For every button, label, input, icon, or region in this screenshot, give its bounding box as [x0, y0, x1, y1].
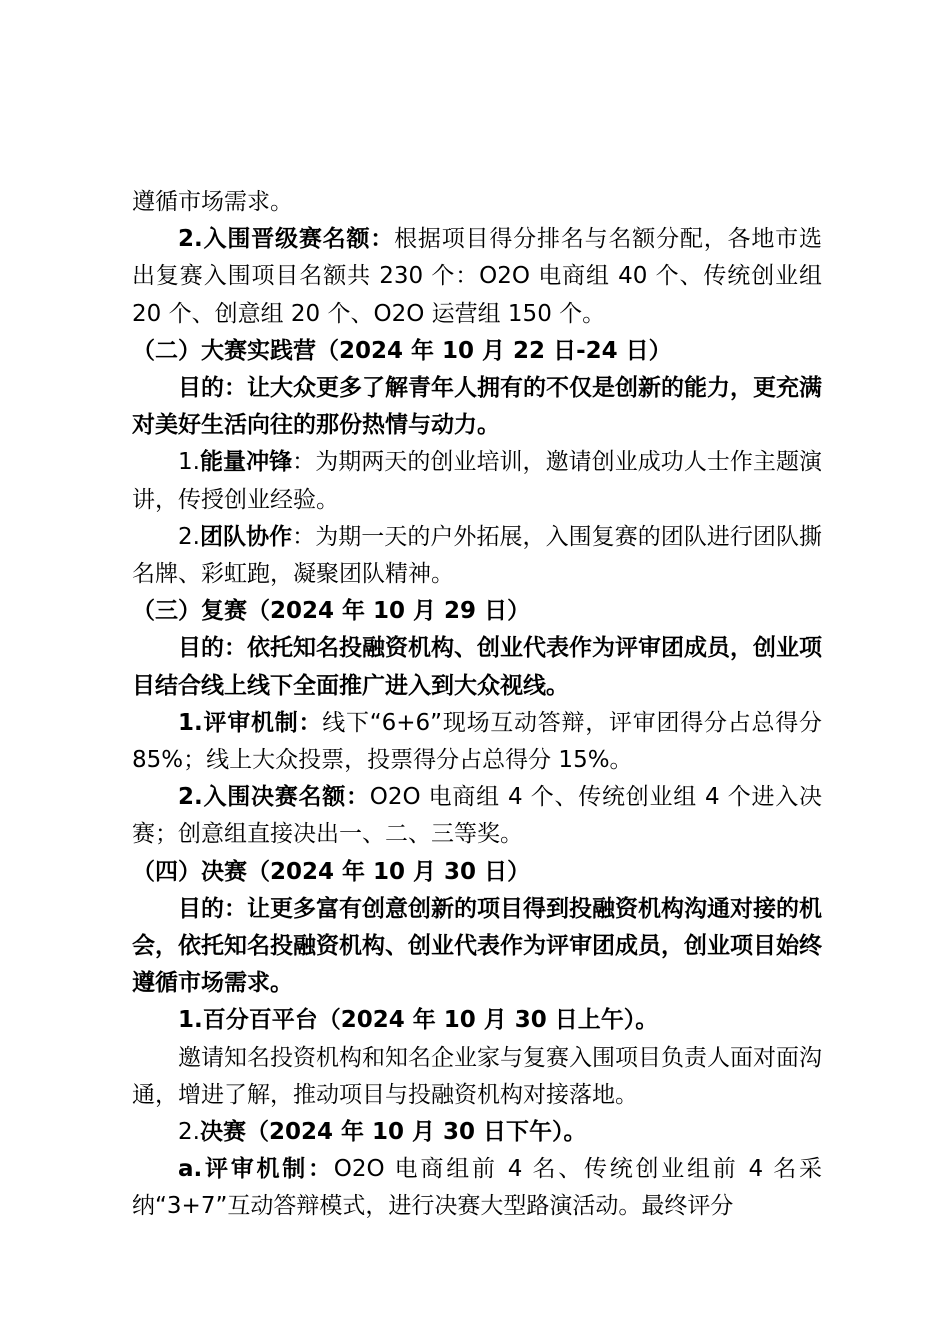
bold-text: 1.百分百平台（2024 年 10 月 30 日上午）。: [178, 1007, 659, 1034]
paragraph: [132, 1151, 822, 1225]
paragraph: [132, 705, 822, 779]
bold-text: （三）复赛（2024 年 10 月 29 日）: [132, 598, 531, 625]
text-run: ：为期两天的创业培训，邀请创业成功人士作主题演讲，传授创业经验。: [132, 449, 823, 513]
bold-text: 团队协作: [199, 523, 293, 550]
paragraph: [132, 221, 822, 333]
text-run: O2O 电商组前 4 名、传统创业组前 4 名采纳“3+7”互动答辩模式，进行决赛大型路演活动。最终评分: [132, 1156, 822, 1220]
bold-text: a.评审机制：: [178, 1156, 334, 1183]
text-run: 根据项目得分排名与名额分配，各地市选出复赛入围项目名额共 230 个：O2O 电商组 40 个、传统创业组 20 个、创意组 20 个、O2O 运营组 150 个。: [132, 226, 823, 327]
section-heading: [132, 854, 822, 891]
bold-text: 决赛（2024 年 10 月 30 日下午）。: [199, 1119, 587, 1146]
bold-text: （二）大赛实践营（2024 年 10 月 22 日-24 日）: [132, 337, 672, 364]
bold-text: 2.入围决赛名额：: [178, 784, 370, 811]
text-run: 2.: [178, 523, 200, 550]
text-run: 1.: [178, 449, 200, 476]
bold-text: 目的：让大众更多了解青年人拥有的不仅是创新的能力，更充满对美好生活向往的那份热情与动力。: [132, 375, 822, 439]
bold-text: （四）决赛（2024 年 10 月 30 日）: [132, 858, 531, 885]
section-heading: [132, 593, 822, 630]
paragraph: [132, 1002, 822, 1039]
document-body: [132, 184, 822, 1226]
text-run: 邀请知名投资机构和知名企业家与复赛入围项目负责人面对面沟通，增进了解，推动项目与投融资机构对接落地。: [132, 1044, 822, 1108]
paragraph: [132, 444, 822, 518]
bold-text: 目的：让更多富有创意创新的项目得到投融资机构沟通对接的机会，依托知名投融资机构、创业代表作为评审团成员，创业项目始终遵循市场需求。: [132, 895, 822, 997]
paragraph: [132, 184, 822, 221]
paragraph: [132, 779, 822, 853]
paragraph: [132, 370, 822, 444]
bold-text: 目的：依托知名投融资机构、创业代表作为评审团成员，创业项目结合线上线下全面推广进入到大众视线。: [132, 635, 822, 699]
text-run: 线下“6+6”现场互动答辩，评审团得分占总得分 85%；线上大众投票，投票得分占总得分 15%。: [132, 709, 822, 774]
section-heading: [132, 333, 822, 370]
text-run: ：为期一天的户外拓展，入围复赛的团队进行团队撕名牌、彩虹跑，凝聚团队精神。: [132, 523, 823, 588]
paragraph: [132, 891, 822, 1003]
text-run: 遵循市场需求。: [132, 189, 293, 215]
text-run: O2O 电商组 4 个、传统创业组 4 个进入决赛；创意组直接决出一、二、三等奖。: [132, 784, 822, 848]
paragraph: [132, 630, 822, 704]
paragraph: [132, 519, 822, 593]
bold-text: 能量冲锋: [199, 449, 293, 476]
text-run: 2.: [178, 1119, 200, 1146]
paragraph: [132, 1040, 822, 1114]
paragraph: [132, 1114, 822, 1151]
bold-text: 2.入围晋级赛名额：: [178, 226, 395, 253]
bold-text: 1.评审机制：: [178, 709, 323, 736]
